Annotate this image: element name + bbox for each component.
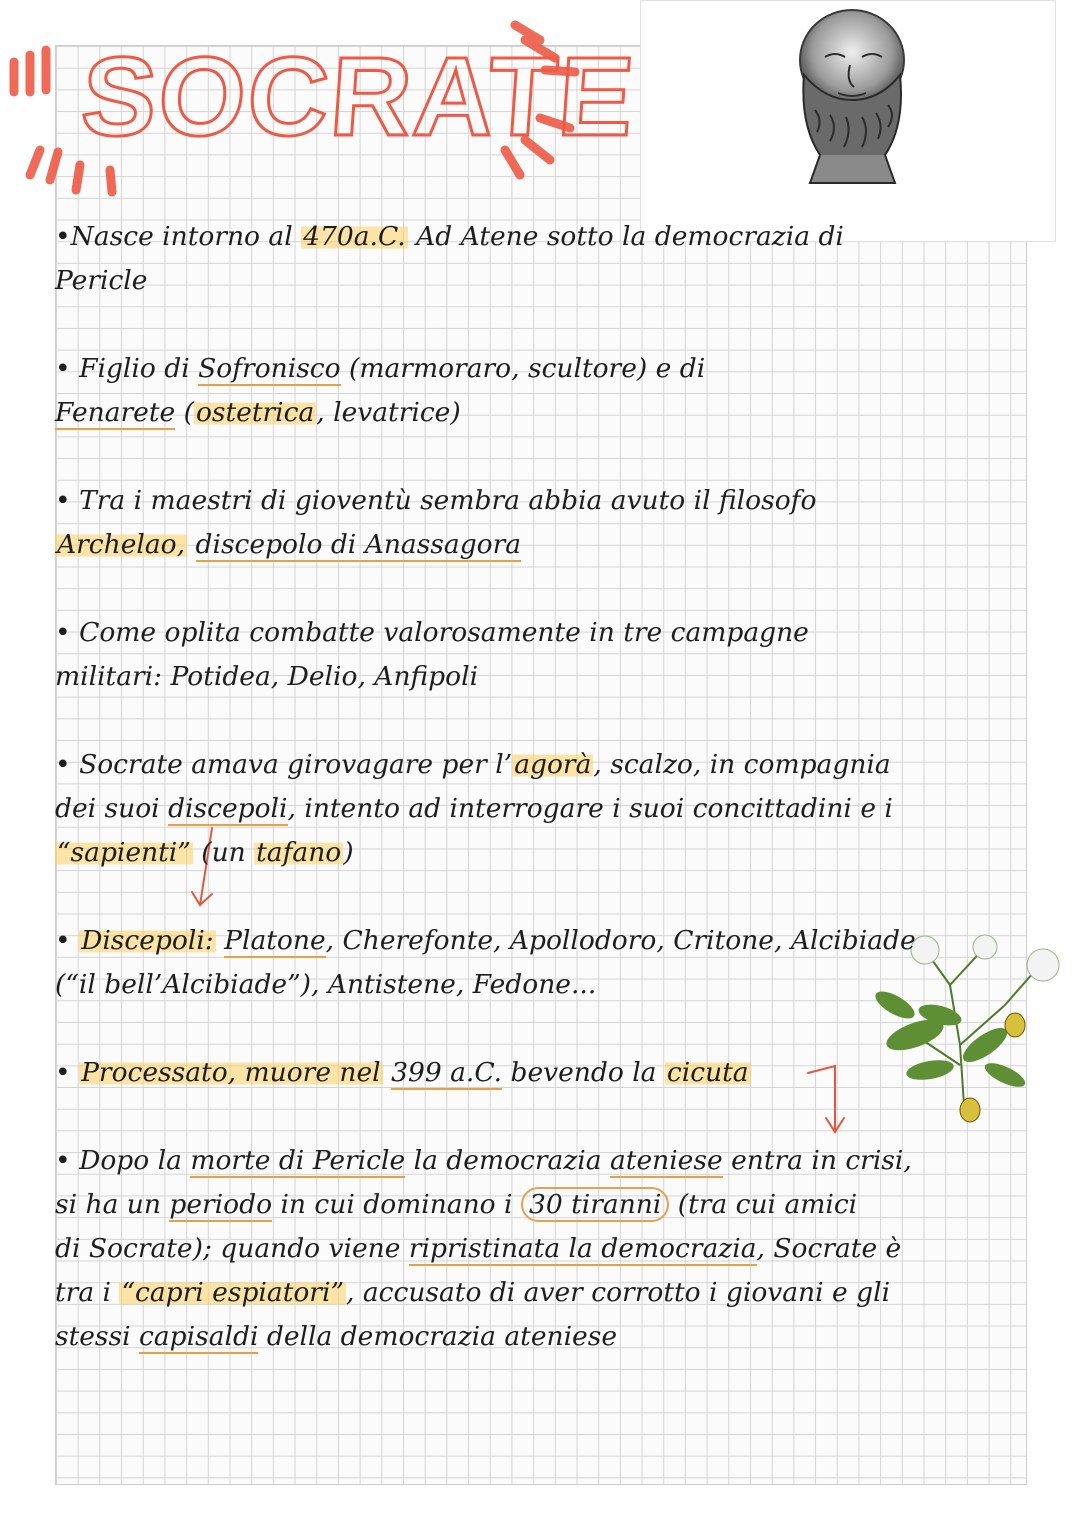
mother-name: Fenarete	[55, 397, 176, 428]
death-year: 399 a.C.	[391, 1057, 503, 1088]
bullet: •	[55, 617, 71, 648]
text: Socrate amava girovagare per l’	[79, 749, 513, 780]
text: Ad Atene sotto la democrazia di	[407, 221, 844, 252]
bullet: •	[55, 1145, 71, 1176]
text: )	[343, 837, 354, 868]
sapienti-word: “sapienti”	[57, 837, 191, 868]
title-area	[0, 0, 640, 210]
text: della democrazia ateniese	[258, 1321, 618, 1352]
bullet: •	[55, 353, 71, 384]
socrates-bust-icon	[770, 5, 940, 185]
mother-job: ostetrica	[195, 397, 315, 428]
text: discepolo di	[195, 529, 365, 560]
text	[187, 529, 195, 560]
text: (un	[192, 837, 255, 868]
paragraph-military	[55, 611, 1025, 699]
father-name: Sofronisco	[198, 353, 341, 384]
text: , scalzo, in compagnia	[593, 749, 891, 780]
text: di Socrate); quando viene	[55, 1233, 409, 1264]
text: , Cherefonte, Apollodoro, Critone, Alcibiade	[325, 925, 916, 956]
agora-word: agorà	[514, 749, 592, 780]
paragraph-teachers	[55, 479, 1025, 567]
text: Nasce intorno al	[70, 221, 302, 252]
text: bevendo la	[502, 1057, 665, 1088]
text: , accusato di aver corrotto i giovani e gli	[346, 1277, 891, 1308]
bullet: •	[55, 1057, 71, 1088]
teacher-name: Archelao,	[57, 529, 186, 560]
text: tra i	[55, 1277, 120, 1308]
paragraph-parents	[55, 347, 1025, 435]
tiranni-circled: 30 tiranni	[521, 1187, 669, 1222]
birth-date: 470a.C.	[303, 221, 406, 252]
text: entra in crisi,	[722, 1145, 912, 1176]
ateniese-word: ateniese	[610, 1145, 723, 1176]
bullet: •	[55, 221, 71, 252]
cicuta-word: cicuta	[666, 1057, 749, 1088]
notes-body	[55, 215, 1025, 1352]
paragraph-context	[55, 1139, 1025, 1359]
processato-text: Processato, muore nel	[81, 1057, 381, 1088]
text: (“il bell’Alcibiade”), Antistene, Fedone...	[55, 969, 597, 1000]
capisaldi-word: capisaldi	[139, 1321, 259, 1352]
anassagora-name: Anassagora	[364, 529, 522, 560]
text: Dopo la	[79, 1145, 191, 1176]
disciples-word: discepoli	[168, 793, 288, 824]
text: Come oplita combatte valorosamente in tre campagne	[79, 617, 809, 648]
paragraph-disciples	[55, 919, 1025, 1007]
text: Figlio di	[79, 353, 199, 384]
bullet: •	[55, 485, 71, 516]
page-title: SOCRATE	[77, 34, 640, 159]
ripristinata-phrase: ripristinata la democrazia	[408, 1233, 757, 1264]
tafano-word: tafano	[256, 837, 342, 868]
periodo-word: periodo	[169, 1189, 273, 1220]
text: dei suoi	[55, 793, 169, 824]
bullet: •	[55, 749, 71, 780]
bullet: •	[55, 925, 71, 956]
text: si ha un	[55, 1189, 170, 1220]
text: (marmoraro, scultore) e di	[340, 353, 706, 384]
text: , intento ad interrogare i suoi concittadini e i	[287, 793, 893, 824]
text: la democrazia	[405, 1145, 610, 1176]
text: , Socrate è	[756, 1233, 902, 1264]
text: in cui dominano i	[272, 1189, 521, 1220]
text: stessi	[55, 1321, 140, 1352]
text: (	[175, 397, 194, 428]
text: , levatrice)	[316, 397, 461, 428]
morte-pericle: morte di Pericle	[190, 1145, 406, 1176]
disciples-label: Discepoli:	[81, 925, 214, 956]
paragraph-death	[55, 1051, 1025, 1095]
paragraph-birth	[55, 215, 1025, 303]
text: Tra i maestri di gioventù sembra abbia avuto il filosofo	[79, 485, 817, 516]
text: militari: Potidea, Delio, Anfipoli	[55, 661, 479, 692]
text: Pericle	[55, 265, 148, 296]
platone-name: Platone	[224, 925, 326, 956]
text: (tra cui amici	[669, 1189, 858, 1220]
paragraph-agora	[55, 743, 1025, 875]
capri-espiatori: “capri espiatori”	[121, 1277, 344, 1308]
